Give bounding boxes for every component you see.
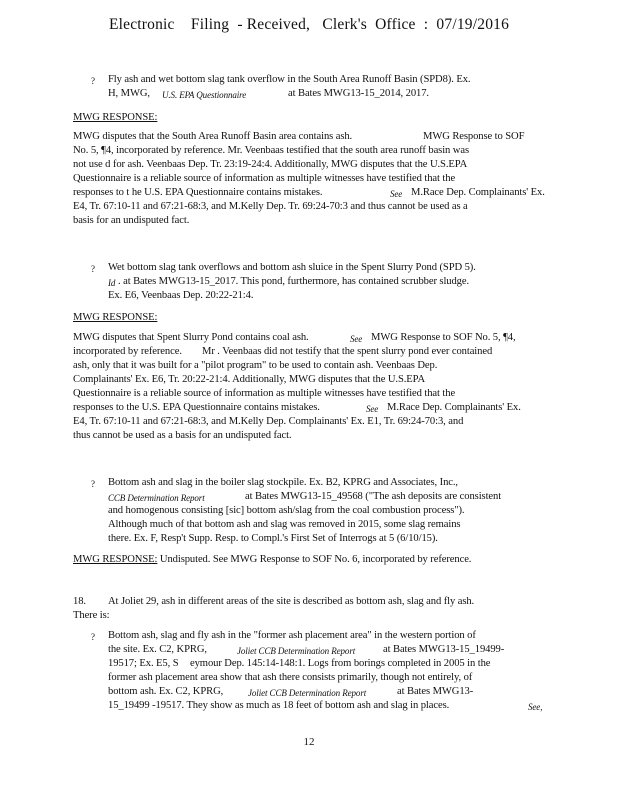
bullet-text: bottom ash. Ex. C2, KPRG, <box>108 686 224 697</box>
response-text: Undisputed. See MWG Response to SOF No. 6, incorporated by reference. <box>157 554 472 565</box>
paragraph-number: 18. <box>73 596 86 607</box>
bullet-text: Although much of that bottom ash and slag was removed in 2015, some slag remains <box>108 519 461 530</box>
response-text: Complainants' Ex. E6, Tr. 20:22-21:4. Additionally, MWG disputes that the U.S.EPA <box>73 374 426 385</box>
bullet-text: there. Ex. F, Resp't Supp. Resp. to Compl.'s First Set of Interrogs at 5 (6/10/15). <box>108 533 438 544</box>
response-text: incorporated by reference. <box>73 346 182 357</box>
response-text: MWG Response to SOF No. 5, ¶4, <box>371 332 516 343</box>
bullet-text: and homogenous consisting [sic] bottom ash/slag from the coal combustion process"). <box>108 505 465 516</box>
response-text: M.Race Dep. Complainants' Ex. <box>387 402 521 413</box>
signal-word: See <box>350 334 363 344</box>
response-text: M.Race Dep. Complainants' Ex. <box>411 187 545 198</box>
response-text: MWG disputes that Spent Slurry Pond contains coal ash. <box>73 332 309 343</box>
response-text: responses to the U.S. EPA Questionnaire contains mistakes. <box>73 402 320 413</box>
response-text: ash, only that it was built for a "pilot program" to be used to contain ash. Veenbaas Dep. <box>73 360 438 371</box>
signal-word: See <box>366 404 379 414</box>
response-line <box>73 554 471 566</box>
citation-title: Joliet CCB Determination Report <box>248 688 367 698</box>
bullet-text: at Bates MWG13-15_49568 ("The ash deposits are consistent <box>245 491 502 502</box>
bullet-text: Bottom ash, slag and fly ash in the "former ash placement area" in the western portion of <box>108 630 476 641</box>
response-text: No. 5, ¶4, incorporated by reference. Mr. Veenbaas testified that the south area runoff basin was <box>73 145 469 156</box>
paragraph-text: There is: <box>73 610 110 621</box>
bullet-marker: ? <box>91 479 95 489</box>
citation-title: U.S. EPA Questionnaire <box>162 90 247 100</box>
response-text: thus cannot be used as a basis for an undisputed fact. <box>73 430 292 441</box>
page-number: 12 <box>303 736 315 748</box>
bullet-text: 15_19499 -19517. They show as much as 18 feet of bottom ash and slag in places. <box>108 700 450 711</box>
bullet-text: Wet bottom slag tank overflows and bottom ash sluice in the Spent Slurry Pond (SPD 5). <box>108 262 476 273</box>
bullet-text: Bottom ash and slag in the boiler slag stockpile. Ex. B2, KPRG and Associates, Inc., <box>108 477 458 488</box>
filing-header: Electronic Filing - Received, Clerk's Office : 07/19/2016 <box>108 16 510 33</box>
response-text: not use d for ash. Veenbaas Dep. Tr. 23:19-24:4. Additionally, MWG disputes that the U.S.EPA <box>73 159 468 170</box>
response-text: Questionnaire is a reliable source of information as multiple witnesses have testified that the <box>73 388 456 399</box>
signal-word: See <box>390 189 403 199</box>
citation-title: CCB Determination Report <box>108 493 205 503</box>
paragraph-text: At Joliet 29, ash in different areas of the site is described as bottom ash, slag and fly ash. <box>108 596 475 607</box>
response-label: MWG RESPONSE: <box>73 312 158 323</box>
bullet-text: H, MWG, <box>108 88 150 99</box>
response-text: Questionnaire is a reliable source of information as multiple witnesses have testified that the <box>73 173 456 184</box>
bullet-marker: ? <box>91 632 95 642</box>
response-text: Mr . Veenbaas did not testify that the spent slurry pond ever contained <box>202 346 493 357</box>
bullet-marker: ? <box>91 264 95 274</box>
response-label: MWG RESPONSE: <box>73 554 158 565</box>
bullet-text: at Bates MWG13-15_2014, 2017. <box>288 88 429 99</box>
response-text: responses to t he U.S. EPA Questionnaire contains mistakes. <box>73 187 323 198</box>
bullet-text: . at Bates MWG13-15_2017. This pond, furthermore, has contained scrubber sludge. <box>118 276 470 287</box>
bullet-text: Fly ash and wet bottom slag tank overflow in the South Area Runoff Basin (SPD8). Ex. <box>108 74 471 85</box>
response-text: E4, Tr. 67:10-11 and 67:21-68:3, and M.Kelly Dep. Complainants' Ex. E1, Tr. 69:24-70:3, and <box>73 416 464 427</box>
bullet-text: Ex. E6, Veenbaas Dep. 20:22-21:4. <box>108 290 254 301</box>
response-text: basis for an undisputed fact. <box>73 215 190 226</box>
citation-id: Id <box>108 278 116 288</box>
bullet-text: the site. Ex. C2, KPRG, <box>108 644 207 655</box>
response-text: E4, Tr. 67:10-11 and 67:21-68:3, and M.Kelly Dep. Tr. 69:24-70:3 and thus cannot be used as a <box>73 201 468 212</box>
bullet-text: eymour Dep. 145:14-148:1. Logs from borings completed in 2005 in the <box>190 658 491 669</box>
bullet-text: 19517; Ex. E5, S <box>108 658 179 669</box>
response-label: MWG RESPONSE: <box>73 112 158 123</box>
bullet-text: at Bates MWG13-15_19499- <box>383 644 505 655</box>
response-text: MWG Response to SOF <box>423 131 525 142</box>
bullet-marker: ? <box>91 76 95 86</box>
citation-title: Joliet CCB Determination Report <box>237 646 356 656</box>
bullet-text: former ash placement area show that ash there consists primarily, though not entirely, of <box>108 672 473 683</box>
bullet-text: at Bates MWG13- <box>397 686 474 697</box>
signal-word: See, <box>528 702 543 712</box>
response-text: MWG disputes that the South Area Runoff Basin area contains ash. <box>73 131 353 142</box>
